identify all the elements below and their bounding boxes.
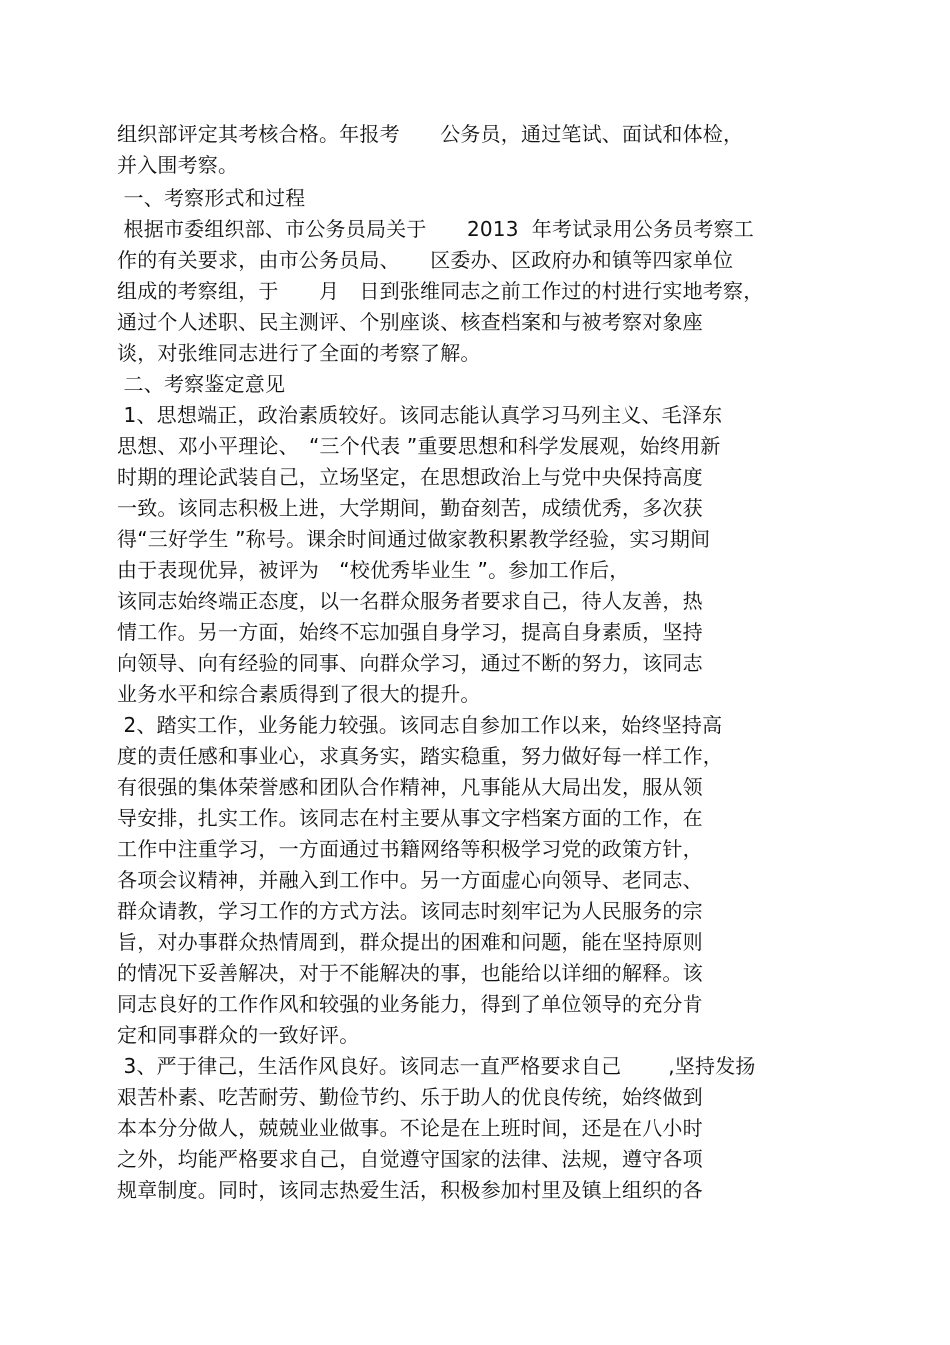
text-line: 一致。该同志积极上进，大学期间，勤奋刻苦，成绩优秀，多次获 [117,496,703,520]
text-line: 谈，对张维同志进行了全面的考察了解。 [117,341,481,365]
section-heading: 一、考察形式和过程 [117,186,306,210]
text-line: 定和同事群众的一致好评。 [117,1023,360,1047]
text-line: 时期的理论武装自己，立场坚定，在思想政治上与党中央保持高度 [117,465,703,489]
text-line: 工作中注重学习，一方面通过书籍网络等积极学习党的政策方针， [117,837,703,861]
text-line: 同志良好的工作作风和较强的业务能力，得到了单位领导的充分肯 [117,992,703,1016]
text-line: 之外，均能严格要求自己，自觉遵守国家的法律、法规，遵守各项 [117,1147,703,1171]
text-line: 导安排，扎实工作。该同志在村主要从事文字档案方面的工作，在 [117,806,703,830]
text-line: 并入围考察。 [117,153,239,177]
text-line: 通过个人述职、民主测评、个别座谈、核查档案和与被考察对象座 [117,310,703,334]
text-line: 得“三好学生 ”称号。课余时间通过做家教积累教学经验，实习期间 [117,527,711,551]
text-line: 3、严于律己，生活作风良好。该同志一直严格要求自己 ,坚持发扬 [117,1054,756,1078]
text-line: 情工作。另一方面，始终不忘加强自身学习，提高自身素质，坚持 [117,620,703,644]
text-line: 向领导、向有经验的同事、向群众学习，通过不断的努力，该同志 [117,651,703,675]
text-line: 根据市委组织部、市公务员局关于 2013 年考试录用公务员考察工 [117,217,754,241]
text-line: 1、思想端正，政治素质较好。该同志能认真学习马列主义、毛泽东 [117,403,723,427]
text-line: 有很强的集体荣誉感和团队合作精神，凡事能从大局出发，服从领 [117,775,703,799]
text-line: 群众请教，学习工作的方式方法。该同志时刻牢记为人民服务的宗 [117,899,703,923]
text-line: 各项会议精神，并融入到工作中。另一方面虚心向领导、老同志、 [117,868,703,892]
text-line: 本本分分做人，兢兢业业做事。不论是在上班时间，还是在八小时 [117,1116,703,1140]
text-line: 2、踏实工作，业务能力较强。该同志自参加工作以来，始终坚持高 [117,713,723,737]
section-heading: 二、考察鉴定意见 [117,372,286,396]
text-line: 由于表现优异，被评为 “校优秀毕业生 ”。参加工作后， [117,558,630,582]
text-line: 旨，对办事群众热情周到，群众提出的困难和问题，能在坚持原则 [117,930,703,954]
text-line: 业务水平和综合素质得到了很大的提升。 [117,682,481,706]
text-line: 艰苦朴素、吃苦耐劳、勤俭节约、乐于助人的优良传统，始终做到 [117,1085,703,1109]
text-line: 作的有关要求，由市公务员局、 区委办、区政府办和镇等四家单位 [117,248,734,272]
text-line: 规章制度。同时，该同志热爱生活，积极参加村里及镇上组织的各 [117,1178,703,1202]
text-line: 度的责任感和事业心，求真务实，踏实稳重，努力做好每一样工作， [117,744,723,768]
text-line: 思想、邓小平理论、 “三个代表 ”重要思想和科学发展观，始终用新 [117,434,721,458]
text-line: 的情况下妥善解决，对于不能解决的事，也能给以详细的解释。该 [117,961,703,985]
text-line: 组成的考察组，于 月 日到张维同志之前工作过的村进行实地考察， [117,279,764,303]
text-line: 组织部评定其考核合格。年报考 公务员，通过笔试、面试和体检， [117,122,744,146]
text-line: 该同志始终端正态度，以一名群众服务者要求自己，待人友善，热 [117,589,703,613]
